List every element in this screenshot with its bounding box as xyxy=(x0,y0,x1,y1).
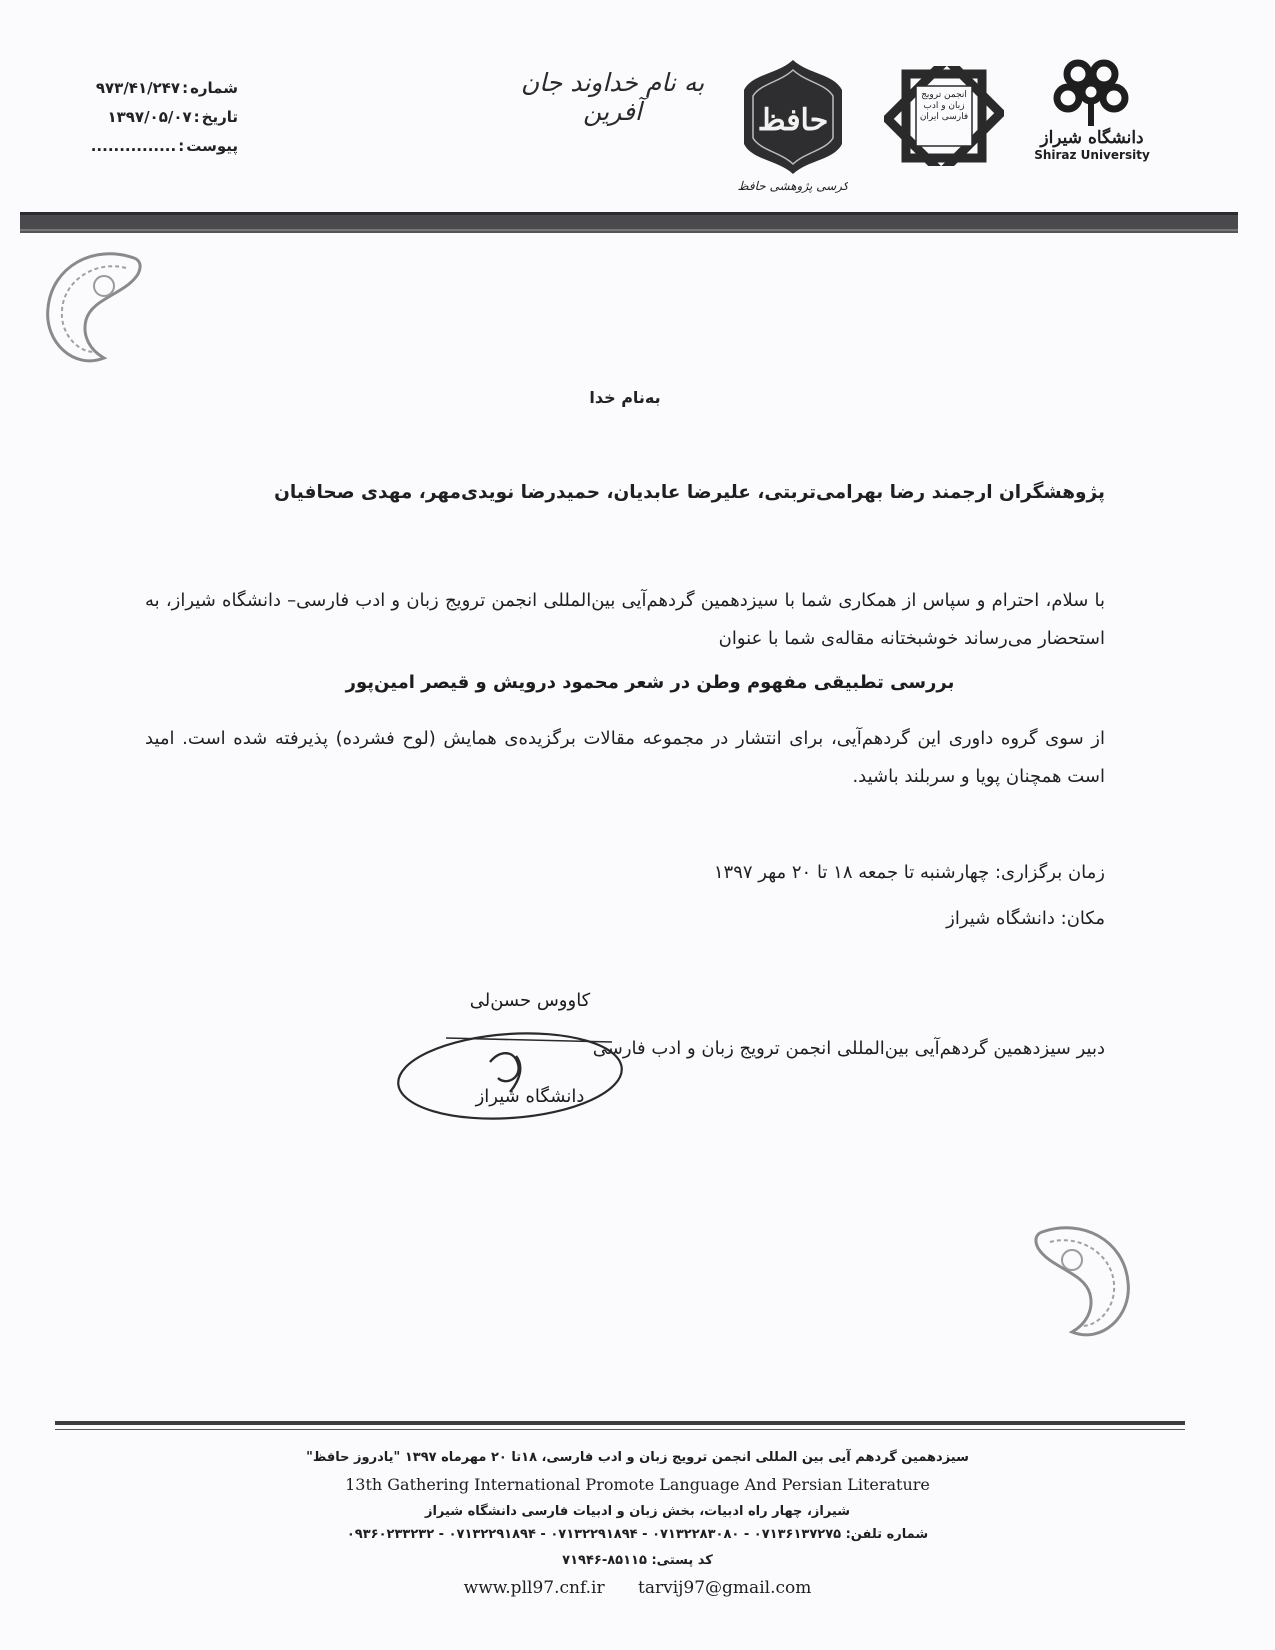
paisley-ornament-top xyxy=(34,246,154,380)
footer-contact xyxy=(200,1578,1075,1598)
number-value: ۹۷۳/۴۱/۲۴۷ xyxy=(95,79,181,97)
reference-block xyxy=(68,74,238,161)
signatory-university: دانشگاه شیراز xyxy=(475,1086,585,1107)
footer-email-link[interactable]: tarvij97@gmail.com xyxy=(638,1578,812,1598)
footer-divider xyxy=(55,1421,1185,1425)
date-row: تاریخ : ۱۳۹۷/۰۵/۰۷ xyxy=(68,103,238,132)
event-place: مکان: دانشگاه شیراز xyxy=(946,908,1105,929)
header-divider xyxy=(20,212,1238,231)
number-label: شماره xyxy=(190,79,238,97)
association-logo xyxy=(884,66,1004,166)
header-bismillah: به نام خداوند جان آفرین xyxy=(520,68,705,126)
event-time: زمان برگزاری: چهارشنبه تا جمعه ۱۸ تا ۲۰ مهر ۱۳۹۷ xyxy=(713,862,1105,883)
attachment-row: پیوست : ............... xyxy=(68,132,238,161)
signatory-role: دبیر سیزدهمین گردهم‌آیی بین‌المللی انجمن ترویج زبان و ادب فارسی xyxy=(592,1038,1105,1059)
addressee: پژوهشگران ارجمند رضا بهرامی‌تربتی، علیرضا عابدیان، حمیدرضا نویدی‌مهر، مهدی صحافیان xyxy=(274,482,1105,503)
paragraph-acceptance: از سوی گروه داوری این گردهم‌آیی، برای انتشار در مجموعه مقالات برگزیده‌ی همایش (لوح فشرده) پذیرفته شده است. امید است همچنان پویا و سربلند باشید. xyxy=(145,728,1105,787)
attachment-value: ............... xyxy=(90,137,177,155)
footer-address: شیراز، چهار راه ادبیات، بخش زبان و ادبیات فارسی دانشگاه شیراز xyxy=(424,1504,851,1519)
letter-bismillah: به‌نام خدا xyxy=(589,388,661,407)
number-row: شماره : ۹۷۳/۴۱/۲۴۷ xyxy=(68,74,238,103)
paragraph-intro: با سلام، احترام و سپاس از همکاری شما با سیزدهمین گردهم‌آیی بین‌المللی انجمن ترویج زبان و ادب فارسی– دانشگاه شیراز، به استحضار می‌رساند خوشبختانه مقاله‌ی شما با عنوان xyxy=(145,590,1105,649)
article-title: بررسی تطبیقی مفهوم وطن در شعر محمود درویش و قیصر امین‌پور xyxy=(345,672,955,693)
date-value: ۱۳۹۷/۰۵/۰۷ xyxy=(107,108,192,126)
hafez-logo xyxy=(738,56,848,196)
header-divider-thin xyxy=(20,231,1238,233)
footer-phone: شماره تلفن: ۰۷۱۳۶۱۳۷۲۷۵ - ۰۷۱۳۲۲۸۳۰۸۰ - ۰۷۱۳۲۲۹۱۸۹۴ - ۰۷۱۳۲۲۹۱۸۹۴ - ۰۹۳۶۰۲۳۳۲۳۲ xyxy=(346,1527,929,1542)
signatory-name: کاووس حسن‌لی xyxy=(469,990,591,1011)
paisley-ornament-bottom xyxy=(1022,1220,1142,1354)
handwritten-signature xyxy=(390,1020,630,1134)
footer-postal-code: کد پستی: ۸۵۱۱۵-۷۱۹۴۶ xyxy=(562,1553,713,1568)
shiraz-university-logo xyxy=(1028,58,1156,183)
university-name-en: Shiraz University xyxy=(1034,148,1150,162)
association-logo-text: انجمن ترویج زبان و ادب فارسی ایران xyxy=(919,90,969,122)
hafez-logo-subtitle: کرسی پژوهشی حافظ xyxy=(738,179,848,193)
footer-event-line: سیزدهمین گردهم آیی بین المللی انجمن ترویج زبان و ادب فارسی، ۱۸تا ۲۰ مهرماه ۱۳۹۷ "یادروز حافظ" xyxy=(306,1450,969,1465)
attachment-label: پیوست xyxy=(186,137,238,155)
footer-divider-thin xyxy=(55,1429,1185,1430)
hafez-logo-text: حافظ xyxy=(757,103,829,138)
footer-event-english: 13th Gathering International Promote Language And Persian Literature xyxy=(345,1475,930,1494)
date-label: تاریخ xyxy=(201,108,238,126)
university-name-fa: دانشگاه شیراز xyxy=(1040,128,1144,148)
footer-website-link[interactable]: www.pll97.cnf.ir xyxy=(463,1578,605,1598)
